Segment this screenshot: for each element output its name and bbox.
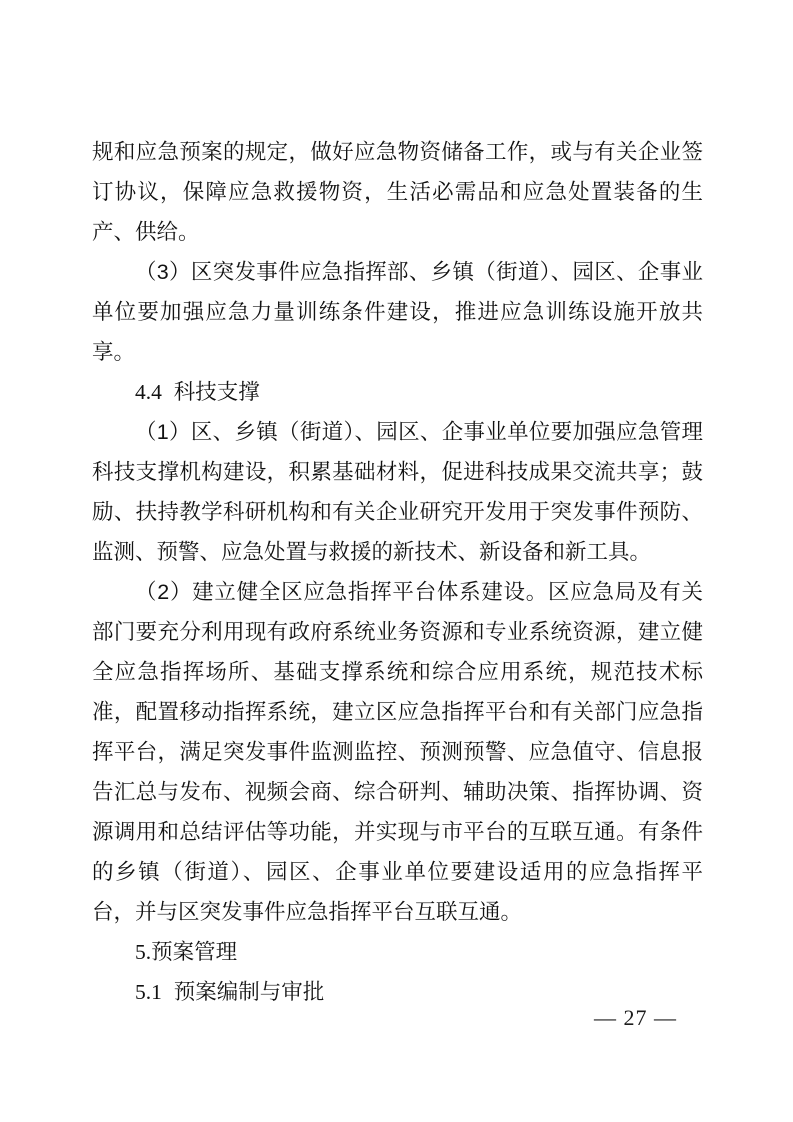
document-body [92,132,703,1012]
section-heading-5-1-title: 预案编制与审批 [173,980,325,1004]
chapter-heading-5-number: 5. [135,940,152,964]
section-heading-4-4-title: 科技支撑 [173,380,260,404]
paragraph-item-3-training-facilities: （3）区突发事件应急指挥部、乡镇（街道）、园区、企事业单位要加强应急力量训练条件建设，推进应急训练设施开放共享。 [92,260,703,364]
paragraph-item-2-command-platform: （2）建立健全区应急指挥平台体系建设。区应急局及有关部门要充分利用现有政府系统业务资源和专业系统资源，建立健全应急指挥场所、基础支撑系统和综合应用系统，规范技术标准，配置移动指挥系统，建立区应急指挥平台和有关部门应急指挥平台，满足突发事件监测监控、预测预警、应急值守、信息报告汇总与发布、视频会商、综合研判、辅助决策、指挥协调、资源调用和总结评估等功能，并实现与市平台的互联互通。有条件的乡镇（街道）、园区、企事业单位要建设适用的应急指挥平台，并与区突发事件应急指挥平台互联互通。 [92,580,703,924]
section-heading-4-4 [135,372,703,412]
chapter-heading-5-title: 预案管理 [151,940,238,964]
paragraph-supplies-continuation: 规和应急预案的规定，做好应急物资储备工作，或与有关企业签订协议，保障应急救援物资，生活必需品和应急处置装备的生产、供给。 [92,140,703,244]
paragraph-item-1-tech-support: （1）区、乡镇（街道）、园区、企事业单位要加强应急管理科技支撑机构建设，积累基础材料，促进科技成果交流共享；鼓励、扶持教学科研机构和有关企业研究开发用于突发事件预防、监测、预警、应急处置与救援的新技术、新设备和新工具。 [92,420,703,564]
chapter-heading-5 [135,932,703,972]
section-heading-4-4-number: 4.4 [135,380,162,404]
section-heading-5-1-number: 5.1 [135,980,162,1004]
page-number: — 27 — [594,1005,677,1030]
